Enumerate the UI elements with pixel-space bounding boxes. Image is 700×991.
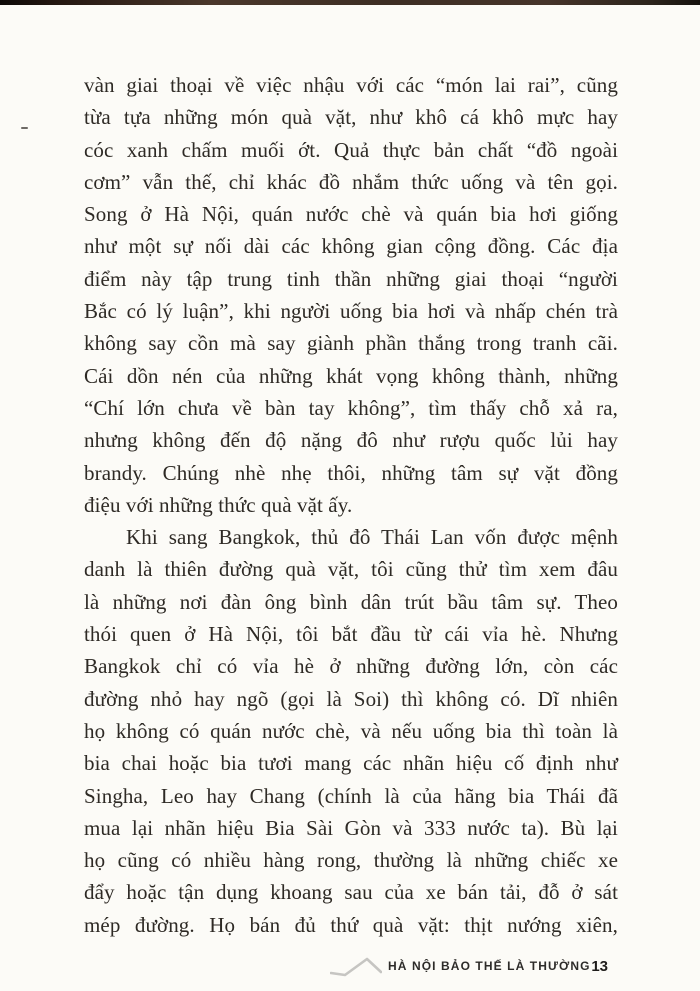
body-text-line: Song ở Hà Nội, quán nước chè và quán bia hơi giống [84, 202, 618, 227]
body-text-line: Bắc có lý luận”, khi người uống bia hơi và nhấp chén trà [84, 299, 618, 324]
body-text-line: Bangkok chỉ có vỉa hè ở những đường lớn, còn các [84, 654, 618, 679]
body-text-line: bia chai hoặc bia tươi mang các nhãn hiệu cố định như [84, 751, 618, 776]
body-text-line: Singha, Leo hay Chang (chính là của hãng bia Thái đã [84, 783, 618, 808]
body-text-line: điểm này tập trung tinh thần những giai thoại “người [84, 266, 618, 291]
body-text-line: họ không có quán nước chè, và nếu uống bia thì toàn là [84, 718, 618, 743]
page-footer [330, 954, 608, 978]
body-text-line: vàn giai thoại về việc nhậu với các “món lai rai”, cũng [84, 73, 618, 97]
scan-edge-bar [0, 0, 700, 5]
body-text-line: Cái dồn nén của những khát vọng không thành, những [84, 363, 618, 388]
page-number: 13 [591, 957, 608, 975]
body-text-line: danh là thiên đường quà vặt, tôi cũng thử tìm xem đâu [84, 557, 618, 582]
body-text-line: mép đường. Họ bán đủ thứ quà vặt: thịt nướng xiên, [84, 912, 618, 937]
body-text-line: cơm” vẫn thế, chỉ khác đồ nhắm thức uống và tên gọi. [84, 169, 618, 194]
body-text-line: họ cũng có nhiều hàng rong, thường là những chiếc xe [84, 848, 618, 873]
body-text-line: như một sự nối dài các không gian cộng đồng. Các địa [84, 234, 618, 259]
body-text-line: điệu với những thức quà vặt ấy. [84, 492, 353, 517]
body-text-line: Khi sang Bangkok, thủ đô Thái Lan vốn được mệnh [126, 525, 618, 550]
body-text-line: từa tựa những món quà vặt, như khô cá khô mực hay [84, 105, 618, 130]
body-text [84, 69, 618, 941]
zigzag-decoration-icon [330, 954, 382, 978]
running-title: HÀ NỘI BẢO THẾ LÀ THƯỜNG [388, 959, 591, 973]
footer-left-group [330, 954, 591, 978]
margin-dash-artifact [21, 127, 28, 129]
body-text-line: “Chí lớn chưa về bàn tay không”, tìm thấy chỗ xả ra, [84, 395, 618, 420]
body-text-line: đường nhỏ hay ngõ (gọi là Soi) thì không có. Dĩ nhiên [84, 686, 618, 711]
body-text-line: brandy. Chúng nhè nhẹ thôi, những tâm sự vặt đồng [84, 460, 618, 485]
body-text-line: mua lại nhãn hiệu Bia Sài Gòn và 333 nước ta). Bù lại [84, 815, 618, 840]
body-text-line: không say cồn mà say giành phần thắng trong tranh cãi. [84, 331, 618, 356]
body-text-line: đẩy hoặc tận dụng khoang sau của xe bán tải, đỗ ở sát [84, 880, 618, 905]
body-text-line: thói quen ở Hà Nội, tôi bắt đầu từ cái vỉa hè. Nhưng [84, 622, 618, 647]
body-text-line: cóc xanh chấm muối ớt. Quả thực bản chất “đồ ngoài [84, 137, 618, 162]
body-text-line: nhưng không đến độ nặng đô như rượu quốc lủi hay [84, 428, 618, 453]
body-text-line: là những nơi đàn ông bình dân trút bầu tâm sự. Theo [84, 589, 618, 614]
